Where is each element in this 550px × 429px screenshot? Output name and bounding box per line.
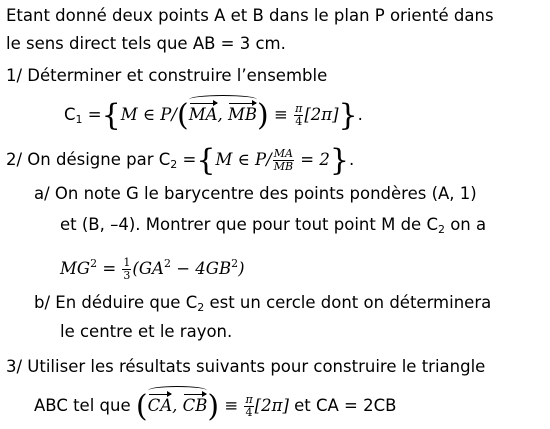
vector-mb: MB [228,105,258,124]
equals-sign: = [82,105,102,124]
fraction-pi-over-4 [294,103,303,128]
angle-arc [148,396,208,416]
question-2b-text-2: est un cercle dont on déterminera [204,293,492,312]
fraction-numerator: MA [273,147,293,160]
intro-text-1: Etant donné deux points A et B dans le plan P orienté dans [6,6,494,25]
fraction-numerator: π [295,102,303,115]
fraction-numerator: π [245,393,253,406]
set-condition-start: M ∈ P/ [215,150,272,169]
vector-separator: , [217,105,228,124]
period: . [357,105,363,124]
question-3-text-3: et CA = 2CB [288,396,397,415]
question-2a-line-2 [60,215,486,235]
formula-rhs-part-1: (GA [132,259,164,278]
fraction-denominator: 4 [245,406,253,419]
question-2a-text-1: a/ On note G le barycentre des points pondères (A, 1) [34,184,477,203]
left-brace: { [196,143,216,178]
fraction-ma-over-mb [273,148,294,173]
question-1-text: 1/ Déterminer et construire l’ensemble [6,66,328,85]
fraction-pi-over-4 [244,394,253,419]
question-2b-line-1 [34,293,491,313]
set-c1-name: C [64,105,76,124]
fraction-denominator: 4 [295,115,303,128]
question-2a-formula [60,257,245,282]
right-brace: } [329,143,349,178]
formula-rhs-exponent-1: 2 [163,257,171,270]
set-c1-subscript: 1 [75,113,83,126]
modulo-2pi: [2π] [254,396,289,415]
question-2-text: 2/ On désigne par C [6,150,171,169]
left-paren: ( [176,98,189,133]
question-3-line-2 [34,389,397,424]
question-2b-line-2 [60,322,232,342]
vector-ca: CA [147,396,173,415]
question-3-text-2: ABC tel que [34,396,136,415]
intro-text-2: le sens direct tels que AB = 3 cm. [6,34,286,53]
intro-line-1 [6,6,494,26]
question-3-line-1 [6,357,485,377]
left-brace: { [101,98,121,133]
vector-ma: MA [188,105,218,124]
angle-arc [189,105,257,125]
question-3-text-1: 3/ Utiliser les résultats suivants pour construire le triangle [6,357,486,376]
formula-lhs-exponent: 2 [90,257,98,270]
set-c2-subscript: 2 [170,158,178,171]
vector-separator: , [172,396,183,415]
question-2b-text-3: le centre et le rayon. [60,322,233,341]
set-c2-subscript: 2 [197,301,205,314]
question-2-heading [6,143,355,178]
question-2a-line-1 [34,184,477,204]
right-paren: ) [207,389,220,424]
set-c2-subscript: 2 [437,223,445,236]
vector-cb: CB [182,396,208,415]
formula-rhs-exponent-2: 2 [231,257,239,270]
set-condition-start: M ∈ P/ [120,105,177,124]
equals-sign: = [177,150,197,169]
period: . [348,150,355,169]
intro-line-2 [6,34,286,54]
question-1-set-definition [64,98,363,133]
set-condition-end: = 2 [295,150,330,169]
congruence-sign: ≡ [219,396,244,415]
right-brace: } [338,98,358,133]
modulo-2pi: [2π] [304,105,339,124]
question-2a-text-3: on a [444,215,487,234]
equals-sign: = [97,259,122,278]
fraction-one-third [122,257,131,282]
formula-lhs: MG [60,259,91,278]
congruence-sign: ≡ [268,105,294,124]
left-paren: ( [135,389,148,424]
question-2a-text-2: et (B, –4). Montrer que pour tout point M de C [60,215,438,234]
question-2b-text-1: b/ En déduire que C [34,293,198,312]
formula-rhs-part-3: ) [238,259,245,278]
question-1-heading [6,66,327,86]
formula-rhs-part-2: − 4GB [170,259,232,278]
right-paren: ) [257,98,269,133]
fraction-denominator: 3 [123,269,131,282]
fraction-numerator: 1 [123,256,131,269]
fraction-denominator: MB [273,160,294,173]
